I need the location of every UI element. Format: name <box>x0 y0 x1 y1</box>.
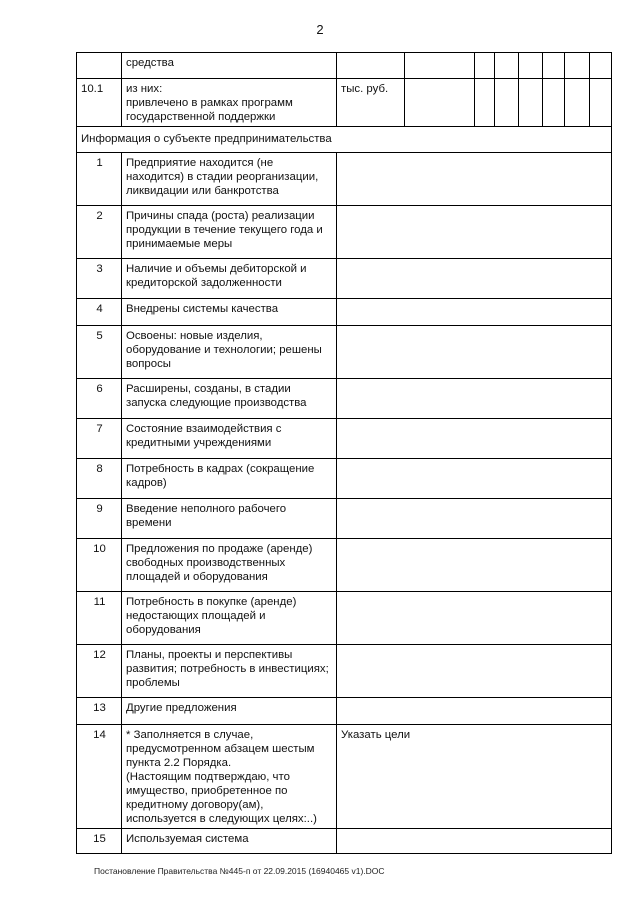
table-row <box>77 645 612 698</box>
row-label: Введение неполного рабочего времени <box>122 499 337 539</box>
value-cell[interactable] <box>543 79 565 127</box>
row-number: 9 <box>77 499 122 539</box>
table-row <box>77 499 612 539</box>
value-cell[interactable] <box>405 53 475 79</box>
value-cell[interactable] <box>495 53 519 79</box>
row-label: Другие предложения <box>122 698 337 725</box>
value-cell[interactable] <box>543 53 565 79</box>
answer-cell[interactable] <box>337 592 612 645</box>
row-number: 2 <box>77 206 122 259</box>
table-row <box>77 829 612 854</box>
table-row <box>77 53 612 79</box>
table-row <box>77 79 612 127</box>
section-header-row <box>77 127 612 153</box>
row-label: Используемая система <box>122 829 337 854</box>
answer-cell[interactable] <box>337 299 612 326</box>
value-cell[interactable] <box>475 53 495 79</box>
page-number: 2 <box>316 22 324 37</box>
row-number <box>77 53 122 79</box>
row-label: Планы, проекты и перспективы развития; потребность в инвестициях; проблемы <box>122 645 337 698</box>
value-cell[interactable] <box>495 79 519 127</box>
row-number: 10 <box>77 539 122 592</box>
value-cell[interactable] <box>475 79 495 127</box>
value-cell[interactable] <box>519 79 543 127</box>
answer-cell[interactable] <box>337 698 612 725</box>
row-label: Состояние взаимодействия с кредитными учреждениями <box>122 419 337 459</box>
row-number: 10.1 <box>77 79 122 127</box>
table-row <box>77 698 612 725</box>
row-label: Предложения по продаже (аренде) свободных производственных площадей и оборудования <box>122 539 337 592</box>
row-number: 3 <box>77 259 122 299</box>
row-number: 14 <box>77 725 122 829</box>
row-label: Причины спада (роста) реализации продукции в течение текущего года и принимаемые меры <box>122 206 337 259</box>
table-row <box>77 725 612 829</box>
footer-document-ref: Постановление Правительства №445-п от 22.09.2015 (16940465 v1).DOC <box>94 866 385 876</box>
answer-cell[interactable] <box>337 829 612 854</box>
value-cell[interactable] <box>519 53 543 79</box>
row-number: 13 <box>77 698 122 725</box>
table-row <box>77 379 612 419</box>
row-label: из них: привлечено в рамках программ государственной поддержки <box>122 79 337 127</box>
answer-cell[interactable]: Указать цели <box>337 725 612 829</box>
row-label: средства <box>122 53 337 79</box>
row-number: 4 <box>77 299 122 326</box>
answer-cell[interactable] <box>337 326 612 379</box>
value-cell[interactable] <box>590 79 612 127</box>
table-row <box>77 326 612 379</box>
row-number: 12 <box>77 645 122 698</box>
answer-cell[interactable] <box>337 379 612 419</box>
table-row <box>77 419 612 459</box>
value-cell[interactable] <box>565 53 590 79</box>
row-number: 7 <box>77 419 122 459</box>
answer-cell[interactable] <box>337 499 612 539</box>
form-table <box>76 52 612 854</box>
row-label: Потребность в кадрах (сокращение кадров) <box>122 459 337 499</box>
row-number: 1 <box>77 153 122 206</box>
row-label: Потребность в покупке (аренде) недостающих площадей и оборудования <box>122 592 337 645</box>
table-row <box>77 539 612 592</box>
table-row <box>77 592 612 645</box>
row-label: Освоены: новые изделия, оборудование и технологии; решены вопросы <box>122 326 337 379</box>
answer-cell[interactable] <box>337 539 612 592</box>
table-row <box>77 259 612 299</box>
row-label: Наличие и объемы дебиторской и кредиторской задолженности <box>122 259 337 299</box>
row-label: * Заполняется в случае, предусмотренном абзацем шестым пункта 2.2 Порядка. (Настоящим подтверждаю, что имущество, приобретенное по кредитному договору(ам), используется в следующих целях:..) <box>122 725 337 829</box>
table-row <box>77 153 612 206</box>
value-cell[interactable] <box>590 53 612 79</box>
table-row <box>77 299 612 326</box>
table-row <box>77 459 612 499</box>
unit-cell: тыс. руб. <box>337 79 405 127</box>
row-label: Внедрены системы качества <box>122 299 337 326</box>
value-cell[interactable] <box>405 79 475 127</box>
row-number: 8 <box>77 459 122 499</box>
value-cell[interactable] <box>565 79 590 127</box>
row-label: Предприятие находится (не находится) в стадии реорганизации, ликвидации или банкротства <box>122 153 337 206</box>
row-number: 15 <box>77 829 122 854</box>
answer-cell[interactable] <box>337 419 612 459</box>
answer-cell[interactable] <box>337 459 612 499</box>
unit-cell <box>337 53 405 79</box>
section-header: Информация о субъекте предпринимательства <box>77 127 612 153</box>
answer-cell[interactable] <box>337 206 612 259</box>
table-row <box>77 206 612 259</box>
answer-cell[interactable] <box>337 153 612 206</box>
answer-cell[interactable] <box>337 259 612 299</box>
row-number: 11 <box>77 592 122 645</box>
answer-cell[interactable] <box>337 645 612 698</box>
row-label: Расширены, созданы, в стадии запуска следующие производства <box>122 379 337 419</box>
row-number: 6 <box>77 379 122 419</box>
row-number: 5 <box>77 326 122 379</box>
